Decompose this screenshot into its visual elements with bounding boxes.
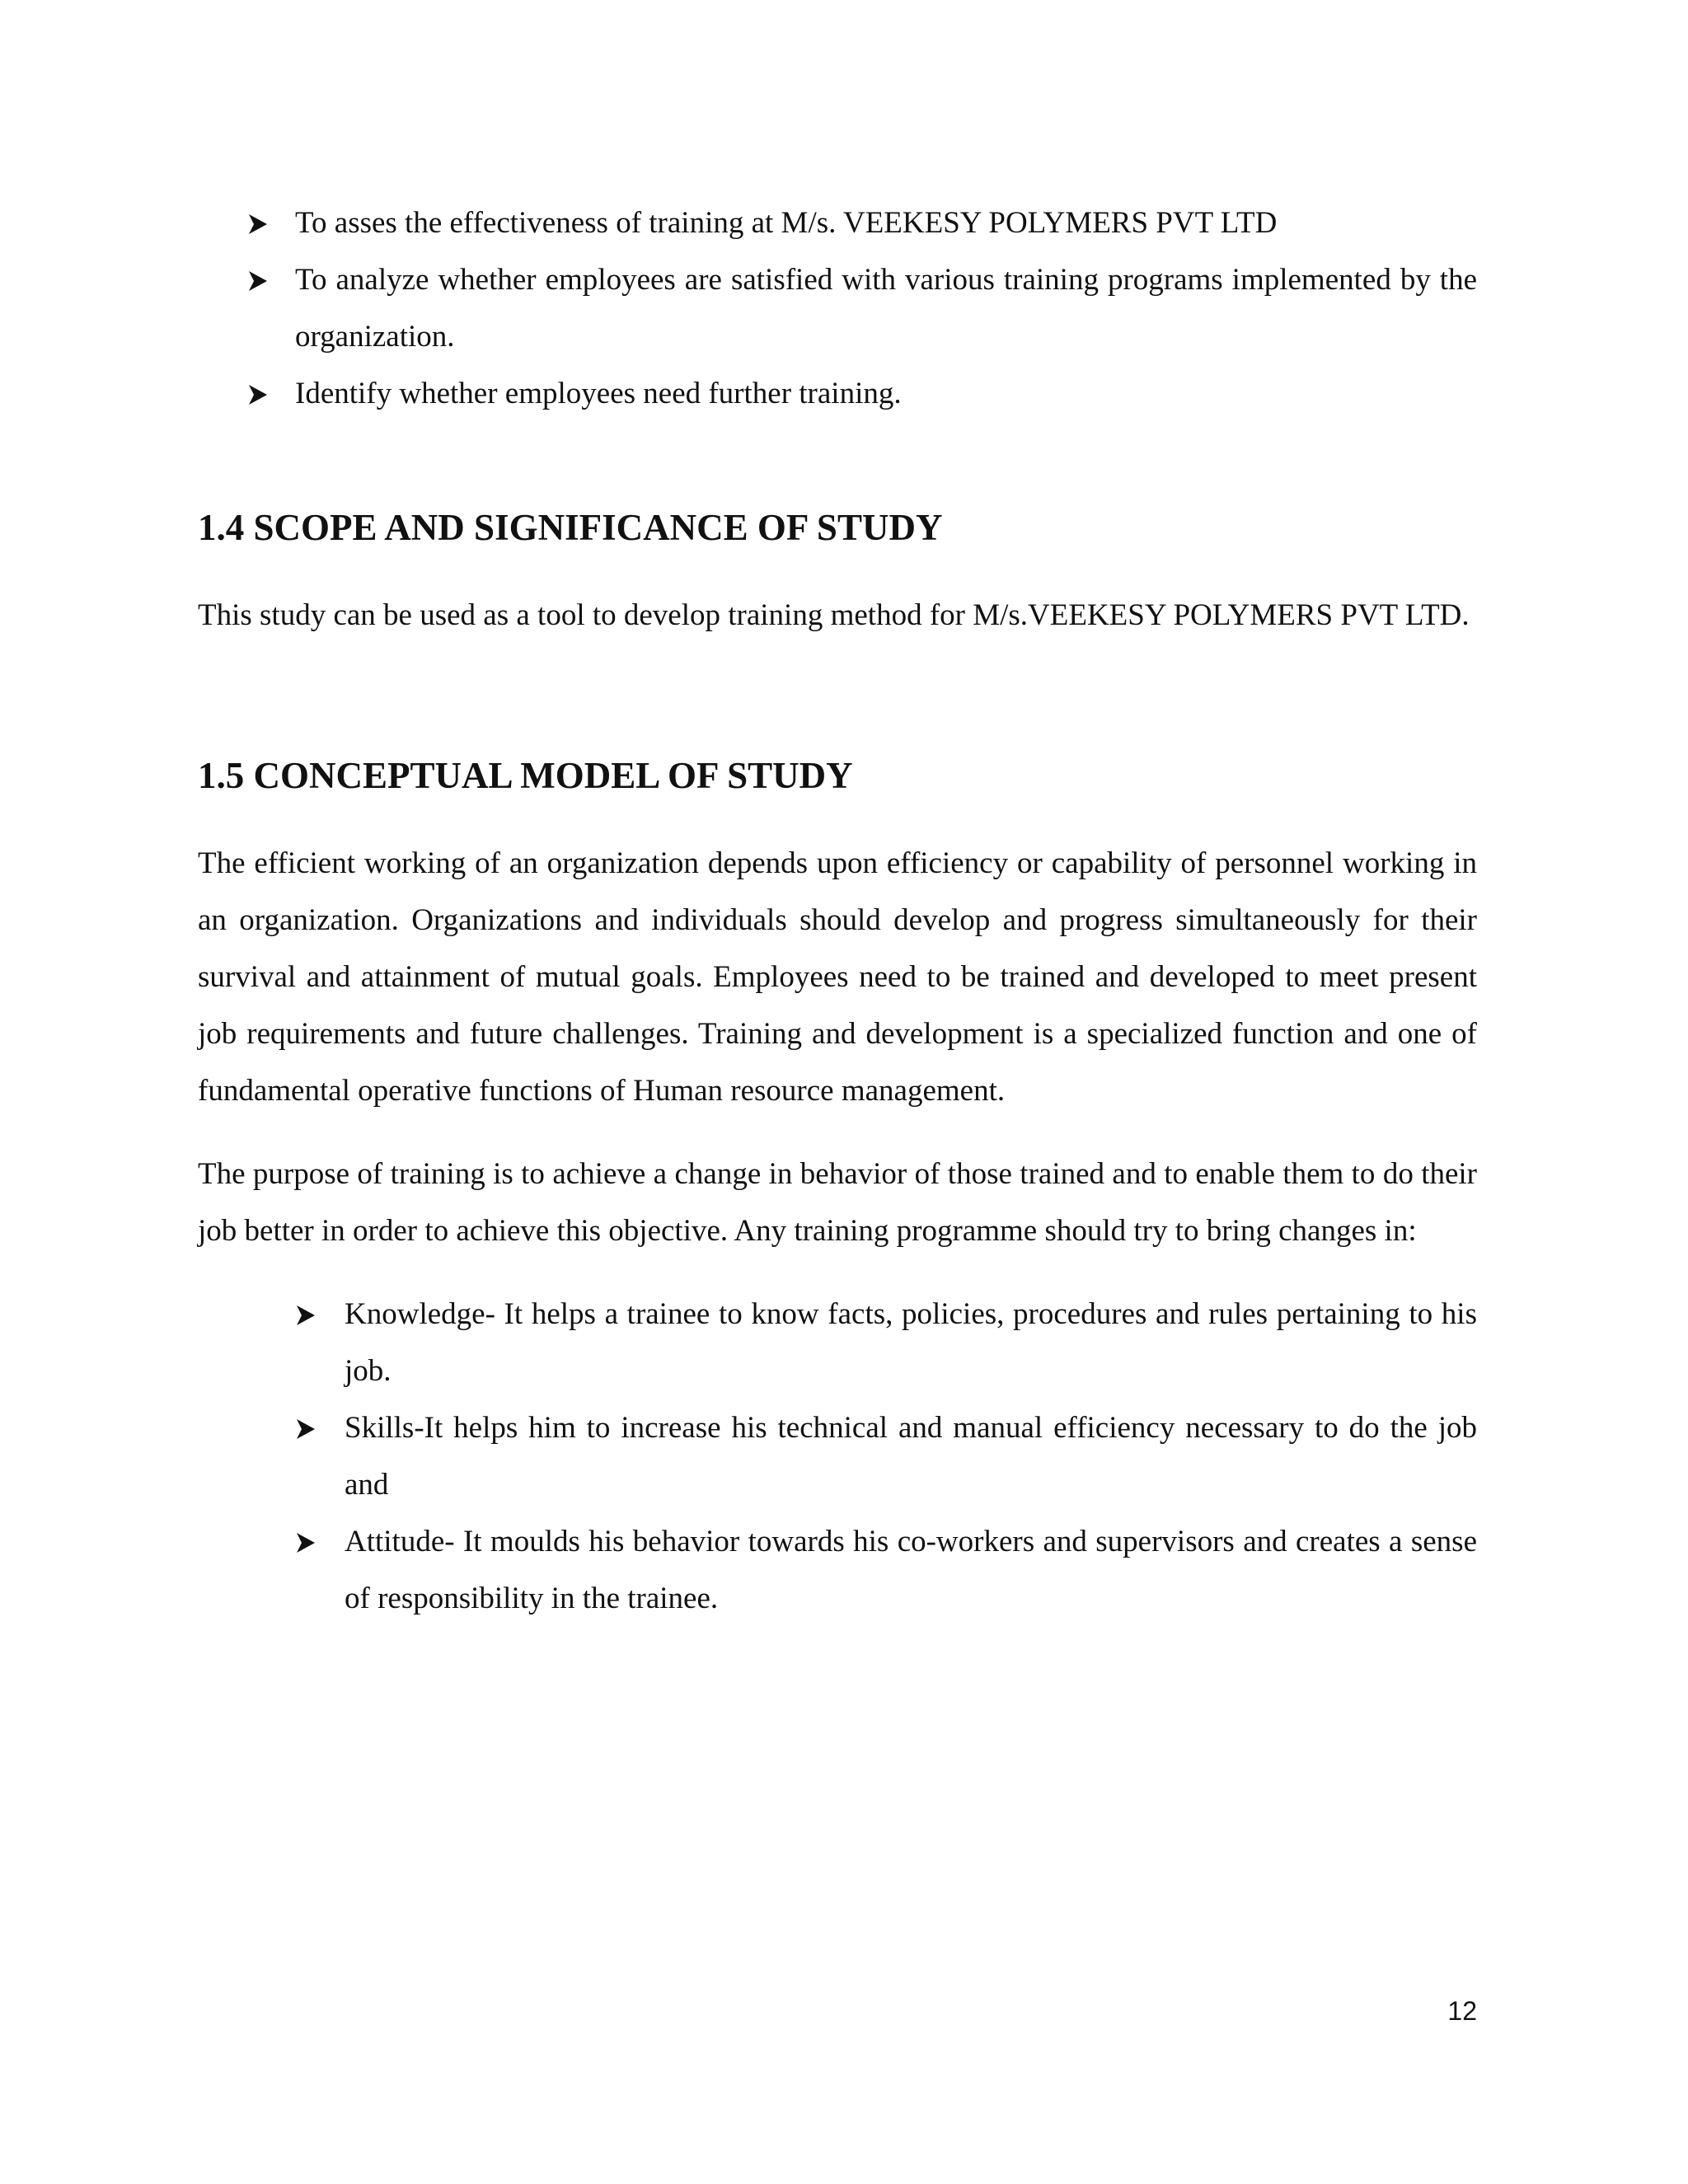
objectives-list xyxy=(198,194,1477,422)
objective-text: To analyze whether employees are satisfied with various training programs implemented by the organization. xyxy=(295,263,1477,354)
list-item xyxy=(198,194,1477,251)
arrowhead-bullet-icon xyxy=(297,1419,315,1439)
list-item xyxy=(297,1513,1477,1627)
objective-text: Identify whether employees need further training. xyxy=(295,377,902,410)
arrowhead-bullet-icon xyxy=(249,214,267,234)
change-text: Attitude- It moulds his behavior towards his co-workers and supervisors and creates a sense of responsibility in the trainee. xyxy=(345,1525,1477,1615)
arrowhead-bullet-icon xyxy=(297,1533,315,1553)
objective-text: To asses the effectiveness of training at M/s. VEEKESY POLYMERS PVT LTD xyxy=(295,206,1278,240)
scope-paragraph: This study can be used as a tool to develop training method for M/s.VEEKESY POLYMERS PVT LTD. xyxy=(198,598,1470,632)
list-item xyxy=(297,1399,1477,1513)
change-text: Knowledge- It helps a trainee to know facts, policies, procedures and rules pertaining to his job. xyxy=(345,1297,1477,1388)
list-item xyxy=(198,251,1477,365)
page-number: 12 xyxy=(1447,1996,1477,2026)
changes-list xyxy=(297,1286,1477,1627)
section-heading-conceptual-model: 1.5 CONCEPTUAL MODEL OF STUDY xyxy=(198,755,853,796)
arrowhead-bullet-icon xyxy=(249,385,267,405)
page-content xyxy=(198,194,1477,1627)
arrowhead-bullet-icon xyxy=(249,271,267,291)
conceptual-paragraph-1: The efficient working of an organization depends upon efficiency or capability of personnel working in an organization. Organizations and individuals should develop and progress simultaneously for their survival and attainment of mutual goals. Employees need to be trained and developed to meet present job requirements and future challenges. Training and development is a specialized function and one of fundamental operative functions of Human resource management. xyxy=(198,846,1477,1108)
list-item xyxy=(297,1286,1477,1399)
conceptual-paragraph-2: The purpose of training is to achieve a change in behavior of those trained and to enable them to do their job better in order to achieve this objective. Any training programme should try to bring changes in: xyxy=(198,1157,1477,1248)
list-item xyxy=(198,365,1477,422)
section-heading-scope: 1.4 SCOPE AND SIGNIFICANCE OF STUDY xyxy=(198,507,943,548)
change-text: Skills-It helps him to increase his technical and manual efficiency necessary to do the job and xyxy=(345,1411,1477,1502)
arrowhead-bullet-icon xyxy=(297,1305,315,1325)
